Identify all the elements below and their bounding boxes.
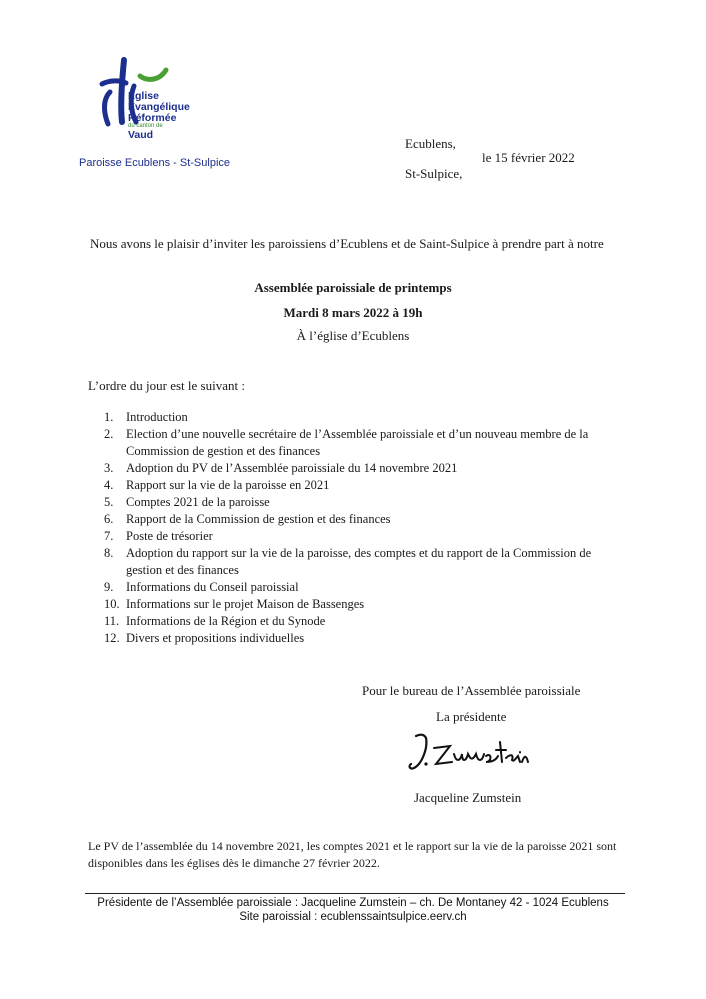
event-date: Mardi 8 mars 2022 à 19h — [283, 305, 423, 320]
event-title: Assemblée paroissiale de printemps — [254, 280, 452, 295]
agenda-item — [104, 511, 624, 528]
agenda-item-number: 4. — [104, 478, 114, 492]
agenda-item-text: Election d’une nouvelle secrétaire de l’Assemblée paroissiale et d’un nouveau membre de la Commission de gestion et des finances — [126, 427, 589, 458]
logo-text-line: Evangélique — [128, 101, 190, 113]
signatory-name: Jacqueline Zumstein — [414, 790, 522, 805]
agenda-item-number: 3. — [104, 461, 114, 475]
agenda-item-text: Informations sur le projet Maison de Bassenges — [126, 597, 365, 611]
agenda-item — [104, 545, 624, 579]
availability-note: Le PV de l’assemblée du 14 novembre 2021, les comptes 2021 et le rapport sur la vie de la paroisse 2021 sont disponibles dans les églises dès le dimanche 27 février 2022. — [88, 839, 617, 870]
agenda-list — [104, 409, 624, 647]
place-ecublens: Ecublens, — [405, 136, 456, 151]
agenda-item-number: 8. — [104, 546, 114, 560]
agenda-item-number: 5. — [104, 495, 114, 509]
footer-contact: Présidente de l’Assemblée paroissiale : Jacqueline Zumstein – ch. De Montaney 42 - 1024 Ecublens — [97, 897, 609, 909]
parish-name: Paroisse Ecublens - St-Sulpice — [79, 157, 231, 169]
intro-paragraph: Nous avons le plaisir d’inviter les paroissiens d’Ecublens et de Saint-Sulpice à prendre part à notre — [90, 236, 604, 251]
agenda-item-text: Informations de la Région et du Synode — [126, 614, 326, 628]
agenda-item — [104, 426, 624, 460]
agenda-item-text: Poste de trésorier — [126, 529, 213, 543]
agenda-item — [104, 477, 624, 494]
logo-text-line: Eglise — [128, 90, 159, 102]
agenda-item-number: 6. — [104, 512, 114, 526]
agenda-item-text: Adoption du rapport sur la vie de la paroisse, des comptes et du rapport de la Commission de gestion et des finances — [126, 546, 592, 577]
agenda-item-number: 7. — [104, 529, 114, 543]
signature-office: Pour le bureau de l’Assemblée paroissiale — [362, 683, 581, 698]
agenda-item-text: Introduction — [126, 410, 188, 424]
agenda-item — [104, 460, 624, 477]
footer-website: Site paroissial : ecublenssaintsulpice.eerv.ch — [239, 911, 467, 923]
agenda-item — [104, 613, 624, 630]
letter-date: le 15 février 2022 — [482, 150, 575, 165]
agenda-item-text: Rapport de la Commission de gestion et des finances — [126, 512, 391, 526]
agenda-item — [104, 579, 624, 596]
signature-role: La présidente — [436, 709, 507, 724]
handwritten-signature — [402, 728, 532, 776]
logo-text-line: du canton de — [128, 123, 163, 129]
agenda-item-number: 10. — [104, 597, 120, 611]
logo-text-line: Vaud — [128, 129, 154, 141]
agenda-intro: L’ordre du jour est le suivant : — [88, 378, 245, 393]
agenda-item-number: 2. — [104, 427, 114, 441]
agenda-item-text: Adoption du PV de l’Assemblée paroissiale du 14 novembre 2021 — [126, 461, 458, 475]
agenda-item — [104, 528, 624, 545]
agenda-item — [104, 630, 624, 647]
agenda-item-text: Comptes 2021 de la paroisse — [126, 495, 270, 509]
agenda-item-number: 1. — [104, 410, 114, 424]
agenda-item-number: 9. — [104, 580, 114, 594]
agenda-item — [104, 409, 624, 426]
logo-text-line: Réformée — [128, 112, 177, 124]
place-st-sulpice: St-Sulpice, — [405, 166, 463, 181]
event-location: À l’église d’Ecublens — [296, 328, 410, 343]
agenda-item — [104, 494, 624, 511]
agenda-item-number: 11. — [104, 614, 120, 628]
agenda-item-text: Divers et propositions individuelles — [126, 631, 305, 645]
footer-divider — [85, 893, 625, 894]
agenda-item — [104, 596, 624, 613]
agenda-item-text: Informations du Conseil paroissial — [126, 580, 299, 594]
agenda-item-number: 12. — [104, 631, 120, 645]
agenda-item-text: Rapport sur la vie de la paroisse en 2021 — [126, 478, 330, 492]
